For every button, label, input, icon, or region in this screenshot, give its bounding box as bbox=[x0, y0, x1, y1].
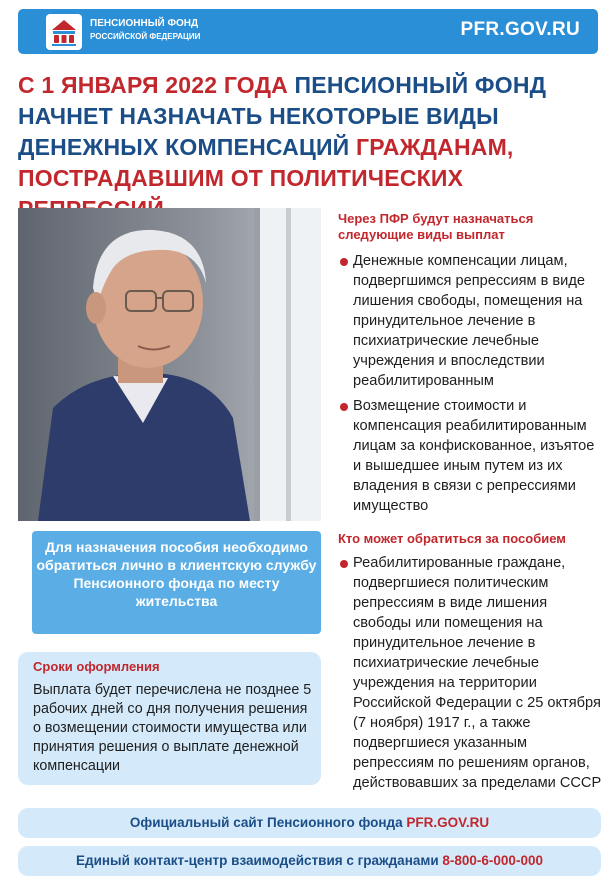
pfr-emblem-icon bbox=[46, 14, 82, 50]
footer-contact-bar bbox=[18, 846, 601, 876]
payments-list bbox=[338, 251, 603, 521]
title-main: ПЕНСИОННЫЙ ФОНД НАЧНЕТ НАЗНАЧАТЬ НЕКОТОРЫЕ ВИДЫ ДЕНЕЖНЫХ КОМПЕНСАЦИЙ bbox=[18, 72, 547, 160]
footer-phone-link[interactable]: 8-800-6-000-000 bbox=[442, 853, 543, 868]
who-list bbox=[338, 553, 603, 798]
footer-site-link[interactable]: PFR.GOV.RU bbox=[406, 815, 490, 830]
elderly-man-photo bbox=[18, 208, 321, 521]
footer-contact-label: Единый контакт-центр взаимодействия с гражданами bbox=[76, 853, 443, 868]
footer-site-bar bbox=[18, 808, 601, 838]
org-name-line1: ПЕНСИОННЫЙ ФОНД bbox=[90, 18, 199, 29]
title-target: ГРАЖДАНАМ, ПОСТРАДАВШИМ ОТ ПОЛИТИЧЕСКИХ bbox=[18, 134, 514, 191]
terms-body: Выплата будет перечислена не позднее 5 рабочих дней со дня получения решения о возмещении стоимости имущества или принятия решения о выплате денежной компенсации bbox=[33, 682, 312, 774]
terms-heading: Сроки оформления bbox=[33, 659, 160, 674]
title-date: С 1 ЯНВАРЯ 2022 ГОДА bbox=[18, 72, 288, 98]
apply-info-text: Для назначения пособия необходимо обратиться лично в клиентскую службу Пенсионного фонда по месту жительства bbox=[36, 539, 317, 609]
footer-site-label: Официальный сайт Пенсионного фонда bbox=[129, 815, 407, 830]
header-site-link[interactable]: PFR.GOV.RU bbox=[460, 19, 580, 40]
org-name bbox=[90, 17, 200, 43]
list-item: Возмещение стоимости и компенсация реабилитированным лицам за конфискованное, изъятое и вышедшее иным путем из их владения в связи с репрессиями имущество bbox=[338, 396, 603, 516]
list-item: Денежные компенсации лицам, подвергшимся репрессиям в виде лишения свободы, помещения на принудительное лечение в психиатрические лечебные учреждения и впоследствии реабилитированным bbox=[338, 251, 603, 391]
payments-heading: Через ПФР будут назначаться следующие виды выплат bbox=[338, 211, 534, 242]
who-heading: Кто может обратиться за пособием bbox=[338, 531, 566, 546]
list-item: Реабилитированные граждане, подвергшиеся политическим репрессиям в виде лишения свободы или помещения на принудительное лечение в психиатрические лечебные учреждения на территории Российской Федерации с 25 октября (7 ноября) 1917 г., а также подвергшиеся указанным репрессиям по решениям органов, действовавших за пределами СССР bbox=[338, 553, 603, 793]
org-name-line2: РОССИЙСКОЙ ФЕДЕРАЦИИ bbox=[90, 32, 201, 41]
page-title bbox=[18, 70, 608, 225]
